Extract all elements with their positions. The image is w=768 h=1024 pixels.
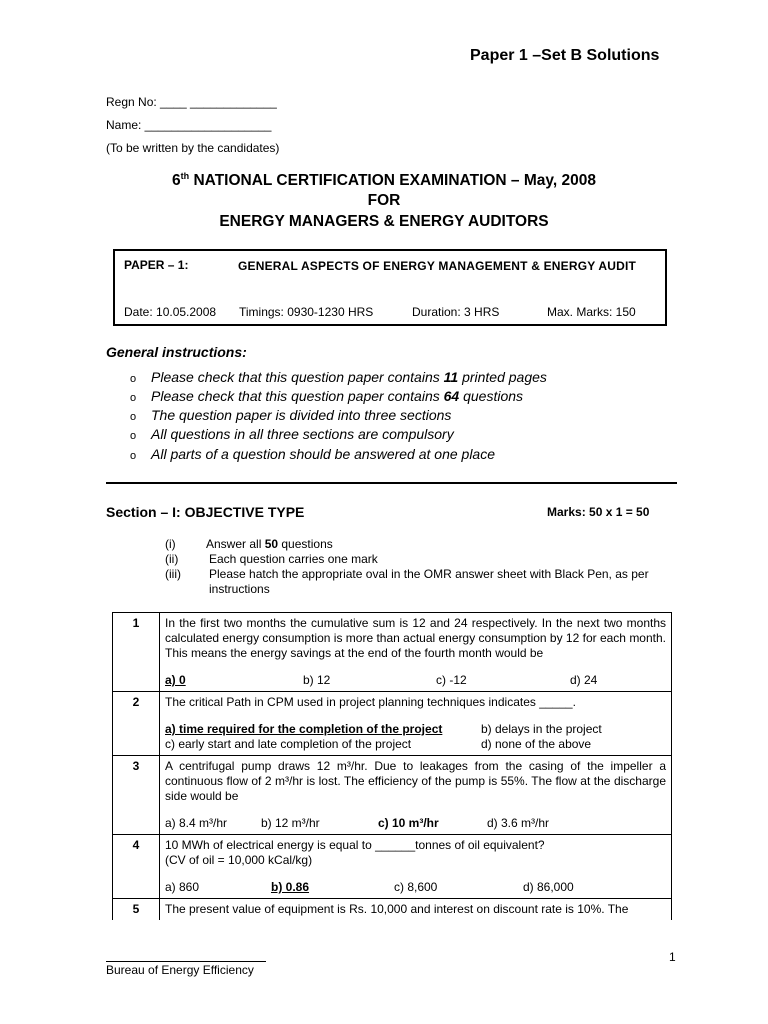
exam-date: Date: 10.05.2008 (124, 305, 217, 319)
option-a: a) 8.4 m³/hr (165, 816, 228, 830)
question-text: The present value of equipment is Rs. 10,000 and interest on discount rate is 10%. The (165, 902, 629, 916)
question-row (113, 756, 672, 835)
instruction-continuation: instructions (209, 582, 270, 596)
question-row (113, 613, 672, 692)
instruction-text: Please hatch the appropriate oval in the OMR answer sheet with Black Pen, as per (209, 567, 649, 581)
instruction-item: o All questions in all three sections are compulsory (130, 426, 454, 442)
exam-audience: ENERGY MANAGERS & ENERGY AUDITORS (219, 213, 549, 230)
option-c: c) 10 m³/hr (378, 816, 439, 830)
option-b: b) 0.86 (271, 880, 310, 894)
instruction-number: (ii) (165, 552, 179, 566)
paper-set-title: Paper 1 –Set B Solutions (470, 47, 660, 64)
question-text: A centrifugal pump draws 12 m³/hr. Due to leakages from the casing of the impeller a continuous flow of 2 m³/hr is lost. The efficiency of the pump is 55%. The flow at the discharge side would be (165, 759, 666, 803)
paper-info-box (113, 249, 667, 326)
instruction-number: (iii) (165, 567, 181, 581)
bullet-icon: o (130, 373, 137, 385)
exam-max-marks: Max. Marks: 150 (547, 305, 636, 319)
instruction-item: o All parts of a question should be answered at one place (130, 446, 496, 462)
bullet-icon: o (130, 392, 137, 404)
question-number: 2 (113, 692, 160, 756)
section-title: Section – I: OBJECTIVE TYPE (106, 504, 305, 520)
bullet-icon: o (130, 430, 137, 442)
option-b: b) delays in the project (481, 722, 602, 736)
option-d: d) none of the above (481, 737, 592, 751)
exam-timings: Timings: 0930-1230 HRS (239, 305, 374, 319)
instruction-number: (i) (165, 537, 176, 551)
name-field: Name: ___________________ (106, 118, 272, 132)
regn-field: Regn No: ____ _____________ (106, 95, 277, 109)
option-d: d) 3.6 m³/hr (487, 816, 550, 830)
exam-duration: Duration: 3 HRS (412, 305, 500, 319)
paper-label: PAPER – 1: (124, 258, 189, 272)
question-number: 1 (113, 613, 160, 692)
option-a: a) time required for the completion of the project (165, 722, 443, 736)
candidate-note: (To be written by the candidates) (106, 141, 280, 155)
paper-title: GENERAL ASPECTS OF ENERGY MANAGEMENT & ENERGY AUDIT (238, 259, 637, 273)
question-row (113, 835, 672, 899)
option-c: c) 8,600 (394, 880, 438, 894)
bullet-icon: o (130, 411, 137, 423)
question-text: In the first two months the cumulative sum is 12 and 24 respectively. In the next two months calculated energy consumption is more than actual energy consumption by 12 for each month. This means the energy savings at the end of the fourth month would be (165, 616, 666, 660)
question-row (113, 692, 672, 756)
page-number: 1 (669, 950, 676, 964)
instruction-item: o Please check that this question paper contains 11 printed pages (130, 369, 547, 385)
question-text: The critical Path in CPM used in project planning techniques indicates _____. (165, 695, 576, 709)
option-b: b) 12 (303, 673, 331, 687)
instruction-text: Each question carries one mark (209, 552, 378, 566)
footer-rule (106, 961, 266, 962)
option-d: d) 86,000 (523, 880, 574, 894)
option-a: a) 0 (165, 673, 186, 687)
option-b: b) 12 m³/hr (261, 816, 320, 830)
section-divider (106, 482, 677, 484)
question-number: 5 (113, 899, 160, 921)
exam-title: 6th NATIONAL CERTIFICATION EXAMINATION – May, 2008 (172, 171, 596, 190)
instruction-text: Answer all 50 questions (206, 537, 333, 551)
question-number: 4 (113, 835, 160, 899)
instruction-item: o Please check that this question paper contains 64 questions (130, 388, 524, 404)
question-text: 10 MWh of electrical energy is equal to ______tonnes of oil equivalent? (165, 838, 545, 852)
question-row (113, 899, 672, 921)
option-c: c) early start and late completion of the project (165, 737, 412, 751)
exam-for: FOR (367, 192, 401, 209)
instruction-item: o The question paper is divided into three sections (130, 407, 452, 423)
footer-organization: Bureau of Energy Efficiency (106, 963, 254, 977)
option-d: d) 24 (570, 673, 598, 687)
question-note: (CV of oil = 10,000 kCal/kg) (165, 853, 313, 867)
general-instructions-title: General instructions: (106, 344, 247, 360)
bullet-icon: o (130, 450, 137, 462)
option-c: c) -12 (436, 673, 467, 687)
section-marks: Marks: 50 x 1 = 50 (547, 505, 650, 519)
questions-table (112, 612, 672, 920)
option-a: a) 860 (165, 880, 200, 894)
question-number: 3 (113, 756, 160, 835)
